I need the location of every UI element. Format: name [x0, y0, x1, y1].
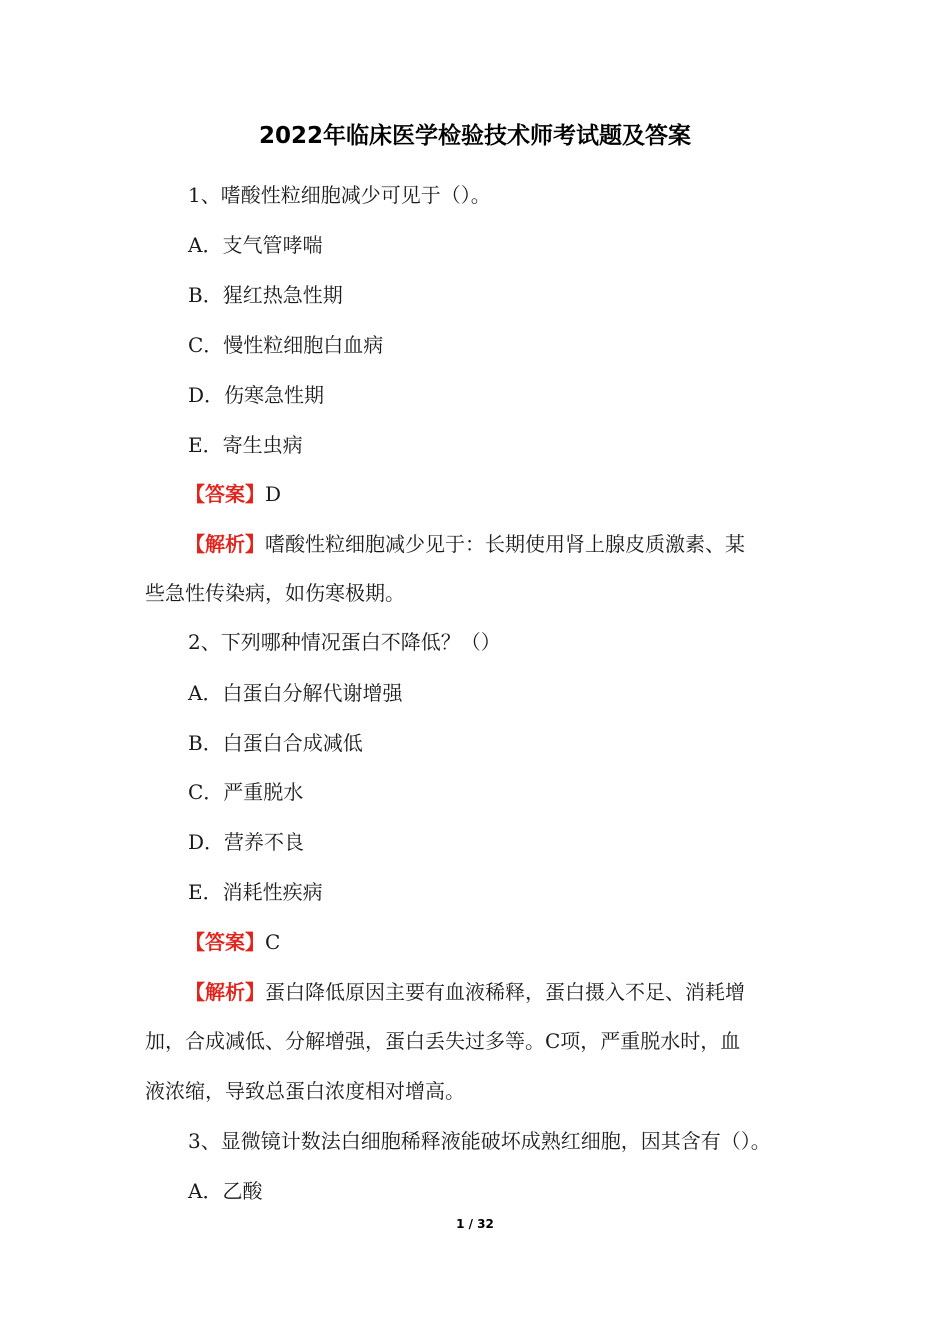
document-title: 2022年临床医学检验技术师考试题及答案 — [258, 123, 691, 149]
question-option: A．白蛋白分解代谢增强 — [188, 681, 403, 705]
question-option: D．伤寒急性期 — [188, 383, 325, 407]
analysis-text: 些急性传染病，如伤寒极期。 — [145, 581, 405, 605]
answer-line — [185, 479, 865, 509]
analysis-line — [185, 977, 865, 1007]
analysis-text: 液浓缩，导致总蛋白浓度相对增高。 — [145, 1079, 465, 1103]
answer-tag: 【答案】 — [185, 482, 265, 506]
analysis-tag: 【解析】 — [185, 532, 265, 556]
question-option: B．猩红热急性期 — [188, 283, 343, 307]
analysis-tag: 【解析】 — [185, 980, 265, 1004]
page-number: 1 / 32 — [456, 1217, 494, 1231]
analysis-line — [185, 529, 865, 559]
analysis-text: 嗜酸性粒细胞减少见于：长期使用肾上腺皮质激素、某 — [265, 532, 745, 556]
answer-value: D — [265, 482, 282, 506]
question-option: A．乙酸 — [188, 1179, 263, 1203]
question-option: A．支气管哮喘 — [188, 233, 323, 257]
question-option: B．白蛋白合成减低 — [188, 731, 363, 755]
question-stem: 1、嗜酸性粒细胞减少可见于（）。 — [188, 183, 491, 207]
answer-value: C — [265, 930, 281, 954]
question-option: D．营养不良 — [188, 830, 305, 854]
answer-line — [185, 927, 865, 957]
question-stem: 2、下列哪种情况蛋白不降低？（） — [188, 630, 501, 654]
question-option: C．慢性粒细胞白血病 — [188, 333, 384, 357]
question-option: E．消耗性疾病 — [188, 880, 323, 904]
analysis-text: 加，合成减低、分解增强，蛋白丢失过多等。C项，严重脱水时，血 — [145, 1029, 741, 1053]
question-stem: 3、显微镜计数法白细胞稀释液能破坏成熟红细胞，因其含有（）。 — [188, 1129, 771, 1153]
analysis-text: 蛋白降低原因主要有血液稀释，蛋白摄入不足、消耗增 — [265, 980, 745, 1004]
answer-tag: 【答案】 — [185, 930, 265, 954]
question-option: C．严重脱水 — [188, 780, 304, 804]
question-option: E．寄生虫病 — [188, 433, 303, 457]
